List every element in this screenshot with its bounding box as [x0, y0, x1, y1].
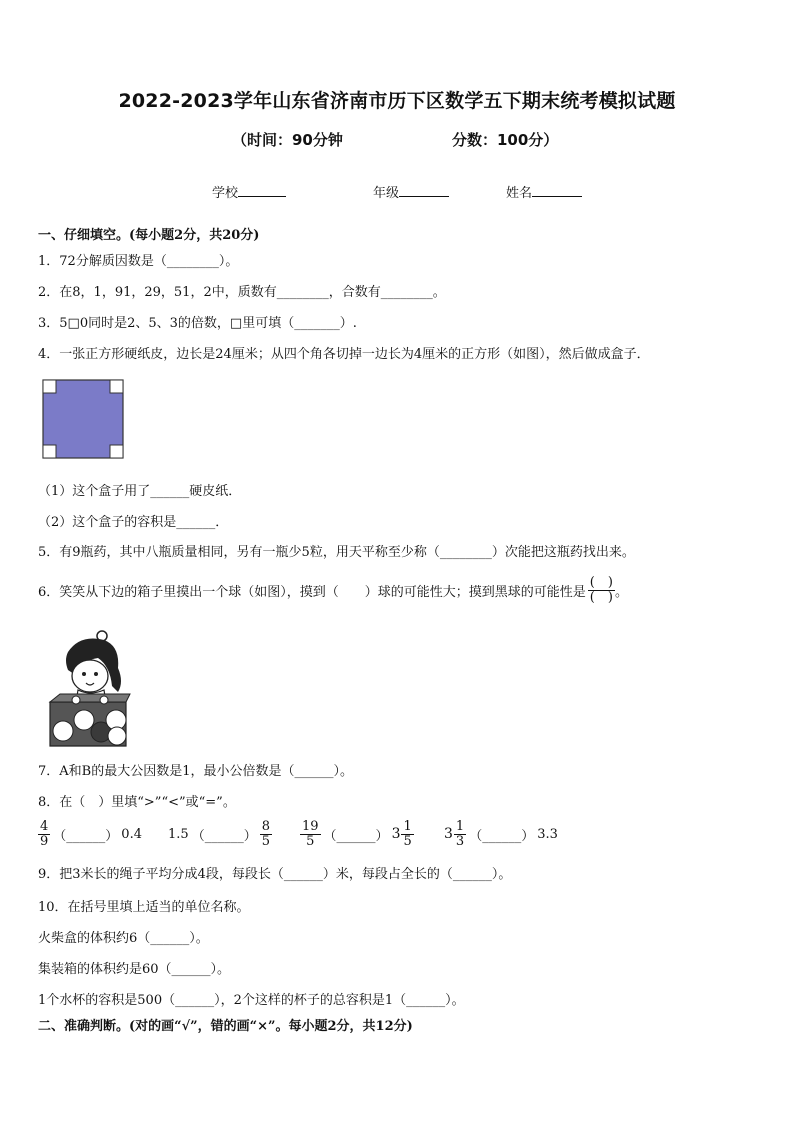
compare-item-a [38, 814, 142, 854]
time-label: （时间：90分钟 [232, 131, 343, 149]
name-label: 姓名 [506, 186, 533, 201]
mixed-number-3-1-3 [444, 820, 466, 849]
corner-square-br [110, 445, 123, 458]
fraction-numerator: 19 [302, 818, 319, 834]
answer-blank: （______） [53, 828, 119, 844]
question-9: 9．把3米长的绳子平均分成4段，每段长（______）米，每段占全长的（______）。 [38, 867, 512, 882]
question-10-b: 集装箱的体积约是60（______）。 [38, 962, 231, 977]
grade-field [373, 182, 449, 201]
face [72, 660, 108, 692]
left-eye [82, 672, 86, 676]
white-ball-1 [53, 721, 73, 741]
section-1-heading: 一、仔细填空。(每小题2分，共20分) [38, 228, 260, 243]
white-ball-4 [108, 727, 126, 745]
corner-square-tl [43, 380, 56, 393]
answer-blank: （______） [469, 828, 535, 844]
question-3: 3．5□0同时是2、5、3的倍数，□里可填（_______）. [38, 316, 357, 331]
question-1: 1．72分解质因数是（________）。 [38, 254, 239, 269]
section-2-heading: 二、准确判断。(对的画“√”，错的画“×”。每小题2分，共12分) [38, 1019, 413, 1034]
fraction-numerator: 4 [40, 818, 49, 834]
question-5: 5．有9瓶药，其中八瓶质量相同，另有一瓶少5粒，用天平称至少称（________）次能把这瓶药找出来。 [38, 545, 635, 560]
name-field [506, 182, 582, 201]
fraction-denominator: 5 [261, 833, 270, 849]
girl-with-ball-box-illustration [46, 630, 132, 748]
corner-square-tr [110, 380, 123, 393]
question-7: 7．A和B的最大公因数是1，最小公倍数是（______）。 [38, 764, 353, 779]
question-4-part-1: （1）这个盒子用了______硬皮纸． [38, 484, 242, 499]
fraction-numerator: ( ) [589, 575, 613, 590]
fraction-4-9 [38, 820, 50, 849]
corner-square-bl [43, 445, 56, 458]
right-hand [100, 696, 108, 704]
question-6-text: 6．笑笑从下边的箱子里摸出一个球（如图），摸到（ ）球的可能性大；摸到黑球的可能性是 [38, 585, 586, 600]
box-top [50, 694, 130, 702]
fraction-numerator: 1 [455, 818, 465, 834]
question-4-part-2: （2）这个盒子的容积是______． [38, 515, 229, 530]
fraction-numerator: 1 [403, 818, 412, 834]
grade-label: 年级 [373, 186, 400, 201]
compare-value: 0.4 [121, 826, 142, 842]
school-blank [238, 184, 286, 197]
fraction-denominator: 5 [403, 833, 412, 849]
compare-item-d [444, 814, 558, 854]
name-blank [532, 184, 582, 197]
compare-item-c [300, 814, 414, 854]
score-label: 分数：100分） [452, 131, 559, 149]
school-field [212, 182, 286, 201]
fraction-denominator: 9 [40, 833, 49, 849]
answer-blank: （______） [191, 828, 257, 844]
compare-item-b [168, 814, 272, 854]
page-title: 2022-2023学年山东省济南市历下区数学五下期末统考模拟试题 [118, 90, 676, 112]
mixed-whole: 3 [444, 826, 453, 842]
question-4: 4．一张正方形硬纸皮，边长是24厘米；从四个角各切掉一边长为4厘米的正方形（如图），然后做成盒子． [38, 347, 650, 362]
left-hand [72, 696, 80, 704]
grade-blank [399, 184, 449, 197]
cut-corner-square-figure [42, 379, 124, 459]
question-6-end: 。 [614, 585, 628, 600]
fraction-numerator: 8 [261, 818, 270, 834]
question-10-a: 火柴盒的体积约6（______）。 [38, 931, 209, 946]
question-10-c: 1个水杯的容积是500（______），2个这样的杯子的总容积是1（______）。 [38, 993, 465, 1008]
compare-value: 3.3 [537, 826, 558, 842]
answer-blank: （______） [323, 828, 389, 844]
school-label: 学校 [212, 186, 239, 201]
right-eye [94, 672, 98, 676]
fraction-denominator: 3 [455, 833, 465, 849]
question-10: 10．在括号里填上适当的单位名称。 [38, 900, 250, 915]
compare-value: 1.5 [168, 826, 189, 842]
question-2: 2．在8，1，91，29，51，2中，质数有________，合数有________。 [38, 285, 446, 300]
mixed-whole: 3 [391, 826, 401, 842]
fraction-8-5 [260, 820, 272, 849]
fraction-19-5 [300, 820, 321, 849]
mixed-number-3-1-5 [392, 820, 414, 849]
fraction-denominator: ( ) [589, 590, 613, 605]
white-ball-2 [74, 710, 94, 730]
question-8: 8．在（ ）里填“>”“<”或“=”。 [38, 795, 236, 810]
question-8-comparisons [38, 814, 758, 854]
fraction-denominator: 5 [306, 833, 315, 849]
question-6 [38, 576, 628, 605]
question-6-fraction [588, 576, 615, 605]
